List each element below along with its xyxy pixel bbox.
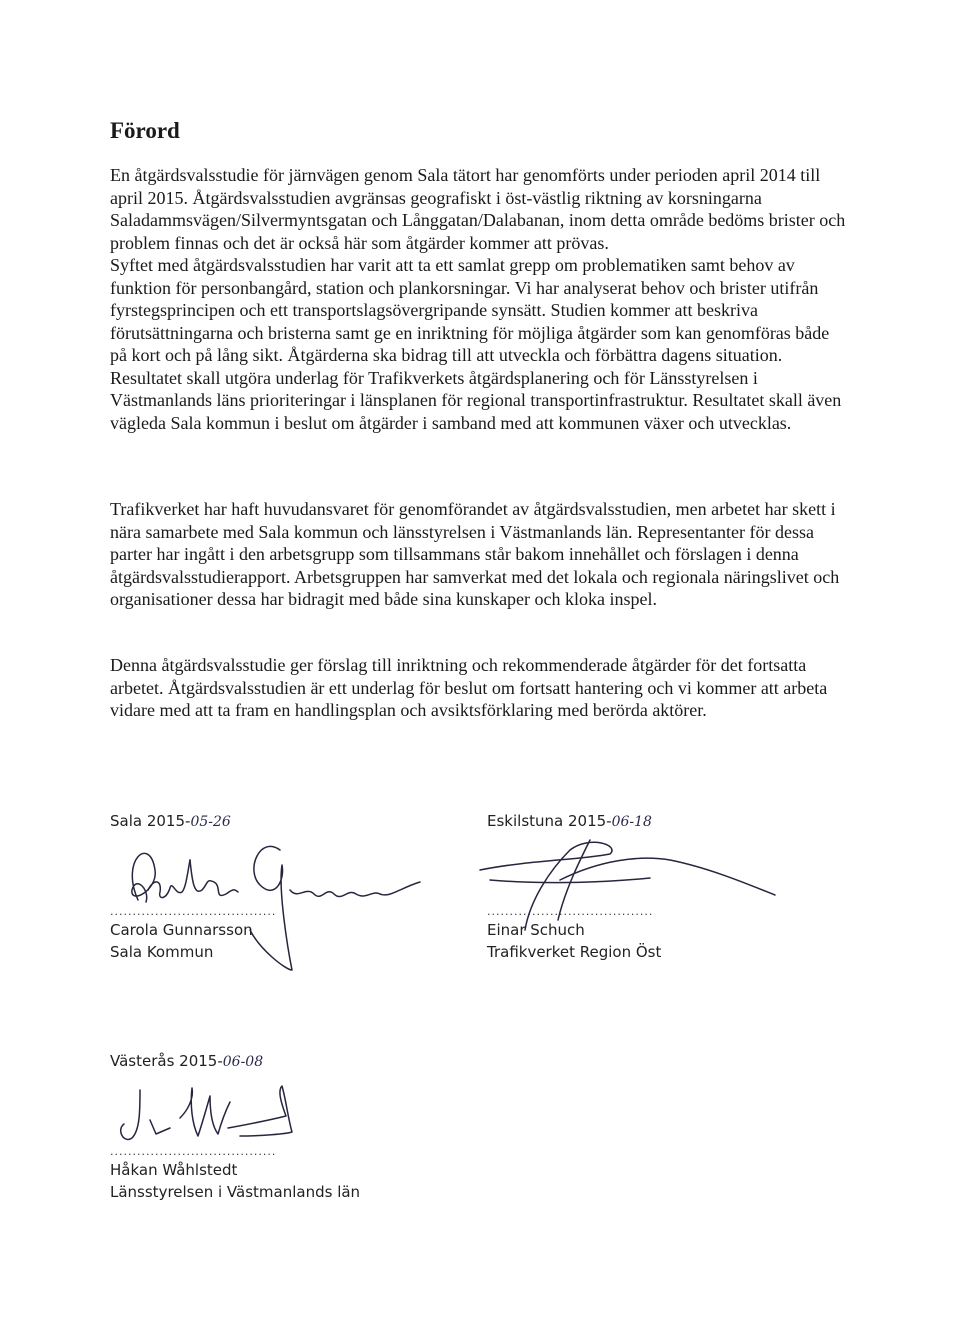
handwritten-signature-hakan [110,1080,300,1150]
paragraph-1: En åtgärdsvalsstudie för järnvägen genom Sala tätort har genomförts under perioden april 2014 till april 2015. Åtgärdsvalsstudien avgränsas geografiskt i öst-västlig riktning av korsningarna Saladammsvägen/Silvermyntsgatan och Långgatan/Dalabanan, inom detta område bedöms brister och problem finnas och det är också här som åtgärder kommer att prövas. [110,165,846,253]
signatory-organization: Trafikverket Region Öst [487,943,662,961]
place-date [110,1050,360,1073]
handwritten-signature-einar [470,830,780,940]
signature-line: ..................................... [487,905,654,918]
place-date-prefix: Västerås 2015- [110,1052,223,1070]
paragraph-2: Syftet med åtgärdsvalsstudien har varit att ta ett samlat grepp om problematiken samt behov av funktion för personbangård, station och plankorsningar. Vi har analyserat behov och brister utifrån fyrstegsprincipen och ett transportslagsövergripande synsätt. Studien kommer att beskriva förutsättningarna och bristerna samt ge en inriktning för möjliga åtgärder som kan genomföras både på kort och på lång sikt. Åtgärderna ska bidrag till att utveckla och förbättra dagens situation. Resultatet skall utgöra underlag för Trafikverkets åtgärdsplanering och för Länsstyrelsen i Västmanlands läns prioriteringar i länsplanen för regional transportinfrastruktur. Resultatet skall även vägleda Sala kommun i beslut om åtgärder i samband med att kommunen växer och utvecklas. [110,255,842,433]
signatory-name: Einar Schuch [487,921,585,939]
signatory-organization: Sala Kommun [110,943,214,961]
handwritten-date: 06-18 [611,814,652,830]
preface-section-2 [110,498,850,611]
preface-section-1 [110,164,850,434]
signatory-name: Håkan Wåhlstedt [110,1161,238,1179]
preface-section-3 [110,654,850,722]
signatory-organization: Länsstyrelsen i Västmanlands län [110,1183,361,1201]
page-title: Förord [110,118,180,143]
signature-line: ..................................... [110,1145,277,1158]
paragraph-3: Trafikverket har haft huvudansvaret för genomförandet av åtgärdsvalsstudien, men arbetet har skett i nära samarbete med Sala kommun och länsstyrelsen i Västmanlands län. Representanter för dessa parter har ingått i den arbetsgrupp som tillsammans står bakom innehållet och förslagen i denna åtgärdsvalsstudierapport. Arbetsgruppen har samverkat med det lokala och regionala näringslivet och organisationer dessa har bidragit med både sina kunskaper och kloka inspel. [110,499,840,609]
place-date-prefix: Sala 2015- [110,812,191,830]
place-date-prefix: Eskilstuna 2015- [487,812,612,830]
paragraph-4: Denna åtgärdsvalsstudie ger förslag till inriktning och rekommenderade åtgärder för det fortsatta arbetet. Åtgärdsvalsstudien är ett underlag för beslut om fortsatt hantering och vi kommer att arbeta vidare med att ta fram en handlingsplan och avsiktsförklaring med berörda aktörer. [110,655,828,720]
handwritten-date: 06-08 [222,1054,264,1070]
signature-line: ..................................... [110,905,277,918]
handwritten-date: 05-26 [190,814,231,830]
handwritten-signature-carola [110,830,430,980]
signatory-name: Carola Gunnarsson [110,921,253,939]
